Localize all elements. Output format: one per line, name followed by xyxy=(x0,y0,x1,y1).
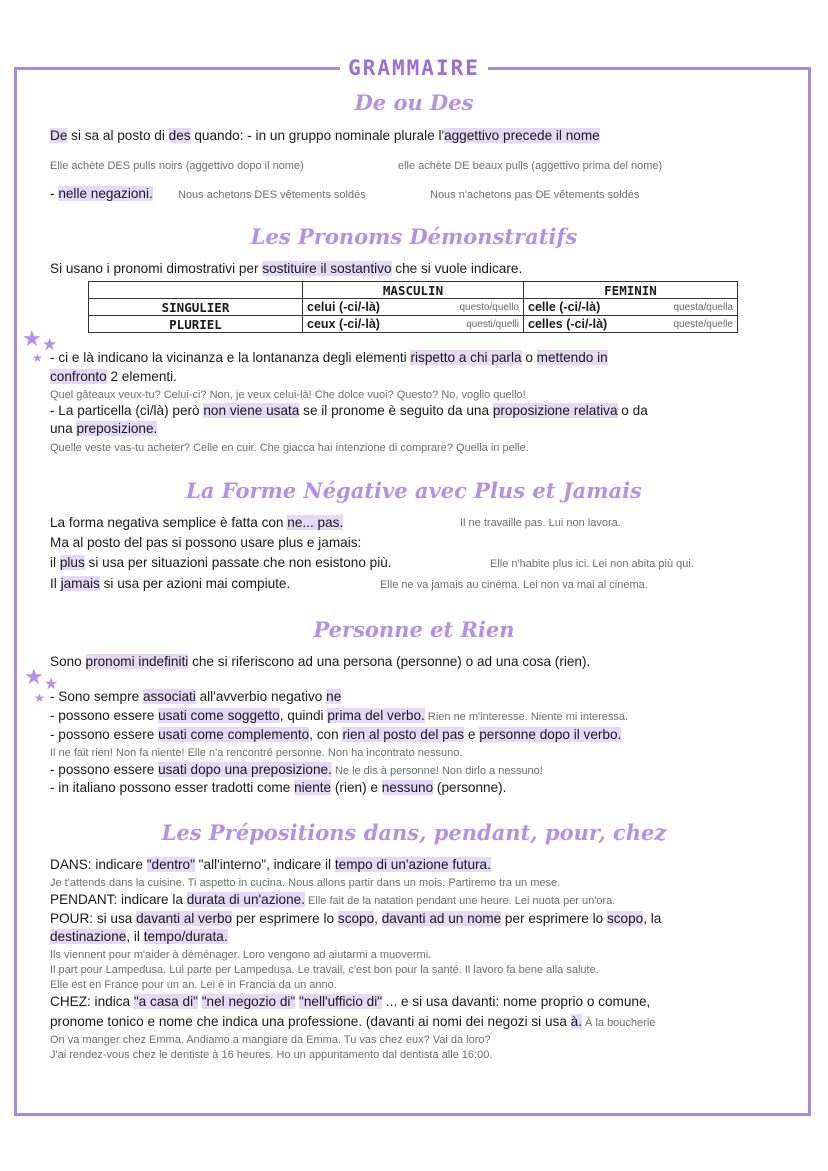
text: confronto xyxy=(50,369,107,384)
text: jamais xyxy=(60,576,100,591)
text: mettendo in xyxy=(536,350,608,365)
text: , xyxy=(374,911,382,926)
text: De xyxy=(50,128,68,143)
prep-chez-line xyxy=(50,994,650,1009)
demo-point-2 xyxy=(50,403,648,418)
text: - possono essere xyxy=(50,708,159,723)
pers-line-3 xyxy=(50,708,628,723)
text: plus xyxy=(59,555,85,570)
text: , la xyxy=(643,911,662,926)
text: questo/quello xyxy=(459,302,519,313)
text: pronomi indefiniti xyxy=(85,654,189,669)
table-cell xyxy=(524,316,738,333)
demo-point-1-cont xyxy=(50,369,177,384)
text: "nel negozio di" xyxy=(201,994,296,1009)
example: Il part pour Lampedusa. Lui parte per Lampedusa. Le travail, c'est bon pour la santé. Il lavoro fa bene alla salute. xyxy=(50,964,599,976)
prep-pour-line-cont xyxy=(50,929,228,944)
demonstrative-table xyxy=(88,281,738,333)
example: On va manger chez Emma. Andiamo a mangiare da Emma. Tu vas chez eux? Vai da loro? xyxy=(50,1034,491,1046)
example: Il ne travaille pas. Lui non lavora. xyxy=(460,517,621,529)
text: "a casa di" xyxy=(133,994,198,1009)
text: rispetto a chi parla xyxy=(410,350,522,365)
table-row xyxy=(89,316,738,333)
section-title-forme-negative: La Forme Négative avec Plus et Jamais xyxy=(186,478,642,503)
section-title-personne-rien: Personne et Rien xyxy=(313,617,515,642)
text: ne xyxy=(326,689,342,704)
table-cell xyxy=(303,316,524,333)
demo-intro-line xyxy=(50,261,522,276)
text: preposizione. xyxy=(76,421,158,436)
example: Elle ne va jamais au cinéma. Lei non va mai al cinema. xyxy=(380,579,648,591)
example: J'ai rendez-vous chez le dentiste à 16 heures. Ho un appuntamento dal dentista alle 16:00. xyxy=(50,1049,493,1061)
text: ... e si usa davanti: nome proprio o comune, xyxy=(382,994,651,1009)
text: quando: - in un gruppo nominale plurale l' xyxy=(190,128,445,143)
text: DANS: indicare xyxy=(50,857,147,872)
table-header: MASCULIN xyxy=(303,282,524,299)
text: "nell'ufficio di" xyxy=(299,994,383,1009)
text: POUR: si usa xyxy=(50,911,137,926)
text: - Sono sempre xyxy=(50,689,143,704)
text: se il pronome è seguito da una xyxy=(299,403,493,418)
star-icon: ★ xyxy=(24,664,44,689)
text: associati xyxy=(142,689,196,704)
text: questi/quelli xyxy=(466,319,519,330)
text: , quindi xyxy=(279,708,328,723)
text: Il xyxy=(50,576,61,591)
text: scopo xyxy=(606,911,644,926)
text: il xyxy=(50,555,60,570)
example: Nous achetons DES vêtements soldés xyxy=(178,189,366,201)
text: durata di un'azione. xyxy=(186,892,305,907)
text: , il xyxy=(126,929,144,944)
table-row-label: SINGULIER xyxy=(89,299,303,316)
text: personne dopo il verbo. xyxy=(479,727,622,742)
text: - La particella (ci/là) però xyxy=(50,403,204,418)
text: - ci e là indicano la vicinanza e la lontananza degli elementi xyxy=(50,350,411,365)
text: celle (-ci/-là) xyxy=(528,300,601,314)
neg-line-2: Ma al posto del pas si possono usare plus e jamais: xyxy=(50,535,362,550)
text: all'avverbio negativo xyxy=(195,689,327,704)
text: destinazione xyxy=(50,929,127,944)
prep-chez-line-cont xyxy=(50,1014,655,1029)
text: Sono xyxy=(50,654,86,669)
table-cell xyxy=(303,299,524,316)
text: per esprimere lo xyxy=(501,911,607,926)
text: una xyxy=(50,421,77,436)
text: "all'interno", indicare il xyxy=(194,857,335,872)
text: niente xyxy=(294,780,332,795)
text: celles (-ci/-là) xyxy=(528,317,608,331)
text: davanti ad un nome xyxy=(381,911,502,926)
de-negation-line xyxy=(50,186,153,201)
prep-pour-line xyxy=(50,911,661,926)
section-title-demonstratifs: Les Pronoms Démonstratifs xyxy=(250,224,578,249)
text: si usa per situazioni passate che non esistono più. xyxy=(84,555,392,570)
text: à. xyxy=(570,1014,582,1029)
example: Je t'attends dans la cuisine. Ti aspetto in cucina. Nous allons partir dans un mois. Partiremo tra un mese. xyxy=(50,877,561,889)
text: prima del verbo. xyxy=(327,708,425,723)
de-rule-line xyxy=(50,128,600,143)
text: aggettivo precede il nome xyxy=(444,128,600,143)
text: usati come complemento xyxy=(158,727,310,742)
example: Il ne fait rien! Non fa niente! Elle n'a rencontré personne. Non ha incontrato nessuno. xyxy=(50,747,463,759)
text: (personne). xyxy=(433,780,507,795)
example: À la boucherie xyxy=(582,1017,656,1029)
text: nessuno xyxy=(381,780,434,795)
text: ceux (-ci/-là) xyxy=(307,317,380,331)
text: questa/quella xyxy=(673,302,733,313)
text: La forma negativa semplice è fatta con xyxy=(50,515,288,530)
section-title-de-des: De ou Des xyxy=(354,90,474,115)
demo-point-2-cont xyxy=(50,421,157,436)
text: o da xyxy=(617,403,648,418)
example: Quelle veste vas-tu acheter? Celle en cuir. Che giacca hai intenzione di comprare? Quella in pelle. xyxy=(50,442,529,454)
text: (rien) e xyxy=(331,780,382,795)
text: PENDANT: indicare la xyxy=(50,892,187,907)
pers-line-5 xyxy=(50,762,543,777)
pers-line-2 xyxy=(50,689,341,704)
example: Elle fait de la natation pendant une heure. Lei nuota per un'ora. xyxy=(304,895,616,907)
example: Ne le dis à personne! Non dirlo a nessuno! xyxy=(331,765,543,777)
text: si sa al posto di xyxy=(67,128,169,143)
text: che si riferiscono ad una persona (personne) o ad una cosa (rien). xyxy=(188,654,591,669)
pers-line-1 xyxy=(50,654,590,669)
example: Rien ne m'interesse. Niente mi interessa. xyxy=(424,711,629,723)
text: , con xyxy=(309,727,343,742)
text: tempo/durata. xyxy=(143,929,228,944)
prep-pendant-line xyxy=(50,892,615,907)
pers-line-4 xyxy=(50,727,621,742)
text: 2 elementi. xyxy=(106,369,177,384)
example: Elle n'habite plus ici. Lei non abita più qui. xyxy=(490,558,694,570)
text: proposizione relativa xyxy=(492,403,618,418)
text: si usa per azioni mai compiute. xyxy=(99,576,291,591)
text: celui (-ci/-là) xyxy=(307,300,380,314)
text: des xyxy=(168,128,191,143)
neg-line-3 xyxy=(50,555,392,570)
text: queste/quelle xyxy=(673,319,733,330)
demo-point-1 xyxy=(50,350,608,365)
neg-line-1 xyxy=(50,515,343,530)
prep-dans-line xyxy=(50,857,491,872)
section-title-prepositions: Les Prépositions dans, pendant, pour, chez xyxy=(161,820,667,845)
example: elle achète DE beaux pulls (aggettivo prima del nome) xyxy=(398,160,663,172)
example: Nous n'achetons pas DE vêtements soldés xyxy=(430,189,640,201)
text: tempo di un'azione futura. xyxy=(334,857,491,872)
text: per esprimere lo xyxy=(232,911,338,926)
example: Elle est en France pour un an. Lei è in Francia da un anno. xyxy=(50,979,337,991)
star-icon: ★ xyxy=(34,691,45,705)
text: usati come soggetto xyxy=(158,708,280,723)
text: - xyxy=(50,186,59,201)
text: e xyxy=(464,727,480,742)
text: CHEZ: indica xyxy=(50,994,134,1009)
star-icon: ★ xyxy=(44,676,59,693)
pers-line-6 xyxy=(50,780,506,795)
example: Quel gâteaux veux-tu? Celui-ci? Non, je veux celui-là! Che dolce vuoi? Questo? No, voglio quello! xyxy=(50,389,526,401)
text: - possono essere xyxy=(50,762,159,777)
star-icon: ★ xyxy=(32,351,43,365)
table-row xyxy=(89,299,738,316)
text: non viene usata xyxy=(203,403,300,418)
text: che si vuole indicare. xyxy=(391,261,523,276)
text: scopo xyxy=(337,911,375,926)
text: Si usano i pronomi dimostrativi per xyxy=(50,261,263,276)
text: rien al posto del pas xyxy=(342,727,465,742)
text: nelle negazioni. xyxy=(58,186,153,201)
star-icon: ★ xyxy=(22,326,42,351)
example: Elle achète DES pulls noirs (aggettivo dopo il nome) xyxy=(50,160,304,172)
table-cell xyxy=(89,282,303,299)
text: o xyxy=(521,350,537,365)
text: - possono essere xyxy=(50,727,159,742)
table-cell xyxy=(524,299,738,316)
text: pronome tonico e nome che indica una professione. (davanti ai nomi dei negozi si usa xyxy=(50,1014,571,1029)
table-row-label: PLURIEL xyxy=(89,316,303,333)
text: davanti al verbo xyxy=(136,911,233,926)
neg-line-4 xyxy=(50,576,290,591)
table-header: FEMININ xyxy=(524,282,738,299)
text: ne... pas. xyxy=(287,515,344,530)
star-icon: ★ xyxy=(42,335,58,354)
text: usati dopo una preposizione. xyxy=(158,762,332,777)
page-title: GRAMMAIRE xyxy=(340,56,488,80)
table-row xyxy=(89,282,738,299)
text: "dentro" xyxy=(146,857,195,872)
text: - in italiano possono esser tradotti come xyxy=(50,780,295,795)
example: Ils viennent pour m'aider à déménager. Loro vengono ad aiutarmi a muovermi. xyxy=(50,949,432,961)
text: sostituire il sostantivo xyxy=(262,261,392,276)
